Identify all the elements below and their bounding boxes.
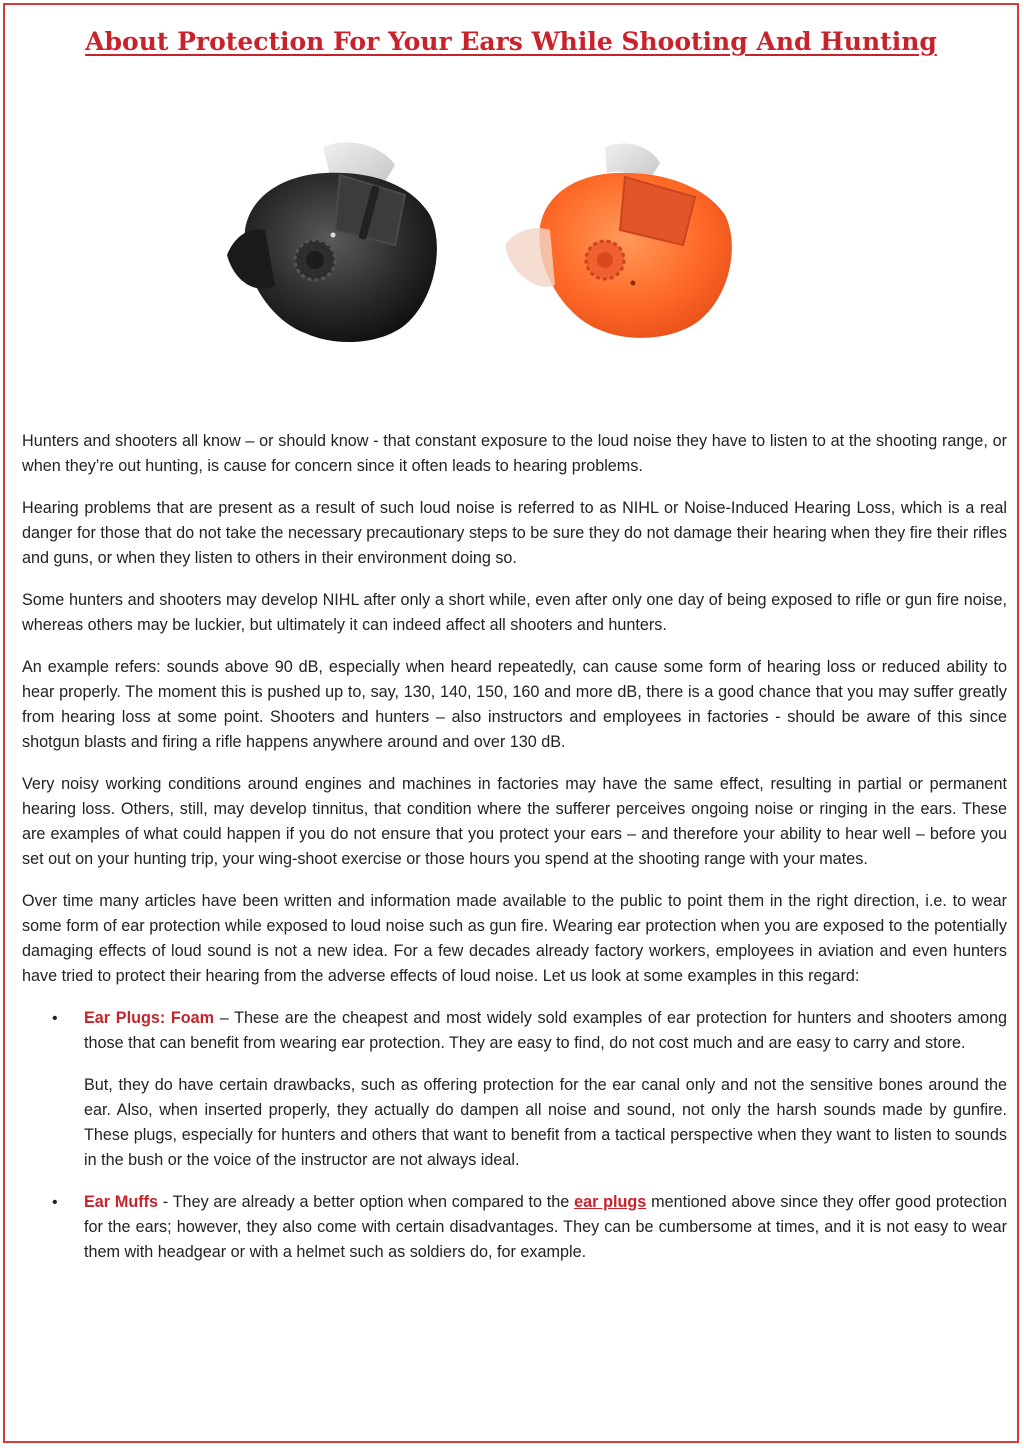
list-description: - They are already a better option when compared to the	[158, 1193, 575, 1211]
list-term: Ear Muffs	[84, 1193, 159, 1211]
document-page	[3, 3, 1019, 1443]
paragraph-4: An example refers: sounds above 90 dB, especially when heard repeatedly, can cause some form of hearing loss or reduced ability to hear properly. The moment this is pushed up to, say, 130, 140, 150, 160 and more dB, there is a good chance that you may suffer greatly from hearing loss at some point. Shooters and hunters – also instructors and employees in factories - should be aware of this since shotgun blasts and firing a rifle happens anywhere around and over 130 dB.	[22, 658, 1007, 751]
black-ear-plug-icon	[227, 142, 437, 342]
list-item-extra: But, they do have certain drawbacks, such as offering protection for the ear canal only and not the sensitive bones around the ear. Also, when inserted properly, they actually do dampen all noise and sound, not only the harsh sounds made by gunfire. These plugs, especially for hunters and others that want to benefit from a tactical perspective when they want to listen to sounds in the bush or the voice of the instructor are not always ideal.	[84, 1076, 1007, 1169]
ear-plugs-link[interactable]: ear plugs	[574, 1193, 647, 1211]
list-description: – These are the cheapest and most widely sold examples of ear protection for hunters and shooters among those that can benefit from wearing ear protection. They are easy to find, do not cost much and are easy to carry and store.	[84, 1009, 1007, 1052]
list-description-continued: mentioned above since they offer good protection for the ears; however, they also come with certain disadvantages. They can be cumbersome at times, and it is not easy to wear them with headgear or with a helmet such as soldiers do, for example.	[84, 1193, 1007, 1261]
list-item-ear-muffs	[22, 1190, 1007, 1265]
page-title: About Protection For Your Ears While Shooting And Hunting	[85, 27, 937, 56]
paragraph-5: Very noisy working conditions around engines and machines in factories may have the same effect, resulting in partial or permanent hearing loss. Others, still, may develop tinnitus, that condition where the sufferer perceives ongoing noise or ringing in the ears. These are examples of what could happen if you do not ensure that you protect your ears – and therefore your ability to hear well – before you set out on your hunting trip, your wing-shoot exercise or those hours you spend at the shooting range with your mates.	[22, 775, 1007, 868]
list-item-text	[84, 1190, 1007, 1265]
paragraph-3: Some hunters and shooters may develop NIHL after only a short while, even after only one day of being exposed to rifle or gun fire noise, whereas others may be luckier, but ultimately it can indeed affect all shooters and hunters.	[22, 591, 1007, 634]
paragraph-6: Over time many articles have been written and information made available to the public to point them in the right direction, i.e. to wear some form of ear protection while exposed to loud noise such as gun fire. Wearing ear protection when you are exposed to the potentially damaging effects of loud sound is not a new idea. For a few decades already factory workers, employees in aviation and even hunters have tried to protect their hearing from the adverse effects of loud noise. Let us look at some examples in this regard:	[22, 892, 1007, 985]
orange-ear-plug-icon	[505, 144, 732, 338]
protection-list	[22, 1006, 1007, 1265]
ear-plugs-image	[205, 135, 765, 365]
article-body	[22, 429, 1007, 1282]
paragraph-2: Hearing problems that are present as a result of such loud noise is referred to as NIHL or Noise-Induced Hearing Loss, which is a real danger for those that do not take the necessary precautionary steps to be sure they do not damage their hearing when they fire their rifles and guns, or when they listen to others in their environment doing so.	[22, 499, 1007, 567]
list-term: Ear Plugs: Foam	[84, 1009, 215, 1027]
paragraph-1: Hunters and shooters all know – or should know - that constant exposure to the loud noise they have to listen to at the shooting range, or when they’re out hunting, is cause for concern since it often leads to hearing problems.	[22, 432, 1007, 475]
list-item-foam-plugs	[22, 1006, 1007, 1173]
bullet-icon: •	[52, 1010, 58, 1027]
bullet-icon: •	[52, 1194, 58, 1211]
list-item-text	[84, 1006, 1007, 1056]
